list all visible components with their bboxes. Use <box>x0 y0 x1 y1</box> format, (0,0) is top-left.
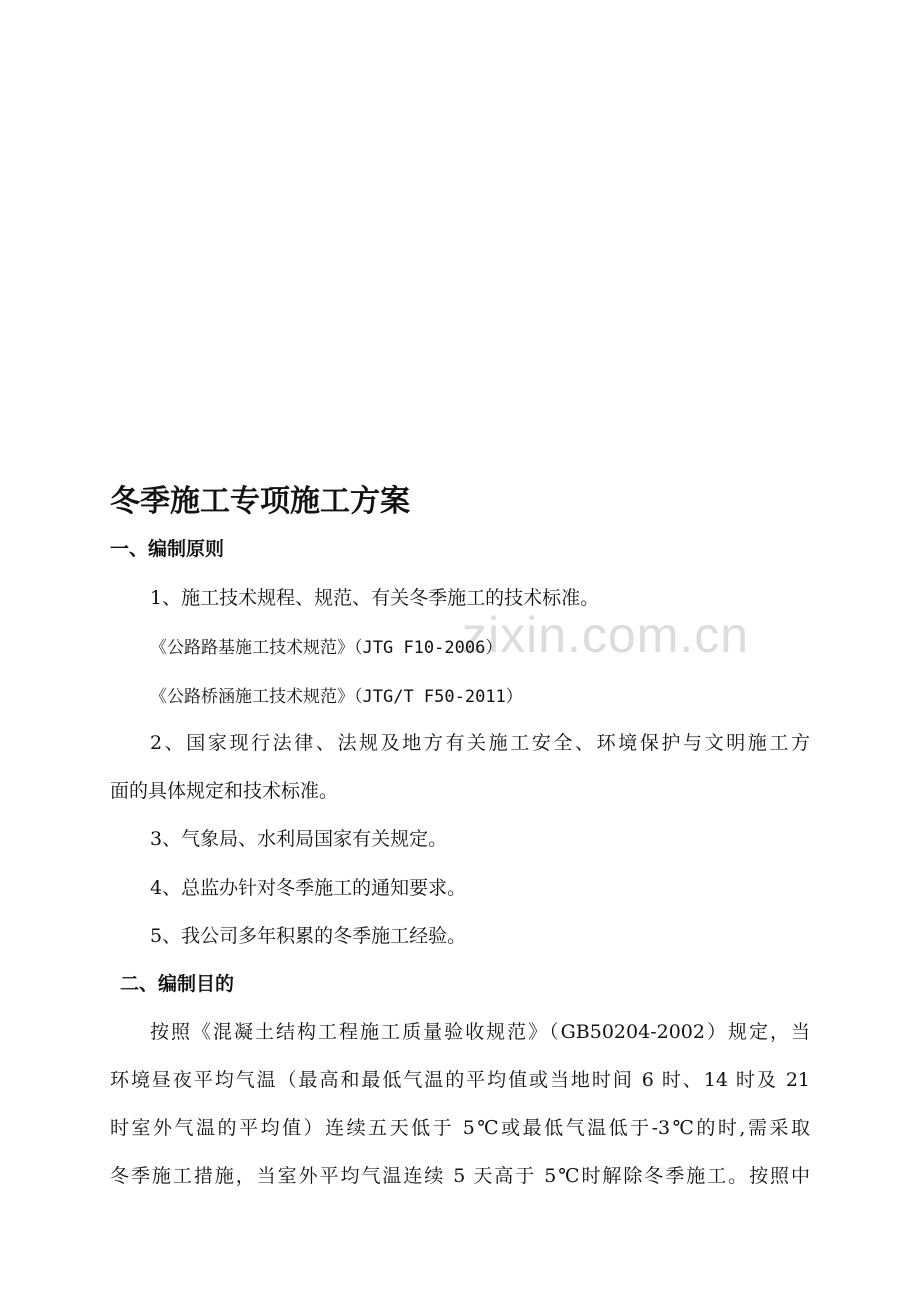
watermark: zixin.com.cn <box>462 607 750 663</box>
principle-item-3: 3、气象局、水利局国家有关规定。 <box>150 828 448 850</box>
purpose-paragraph-line-3: 时室外气温的平均值）连续五天低于 5℃或最低气温低于-3℃的时,需采取 <box>110 1117 810 1139</box>
principle-item-5: 5、我公司多年积累的冬季施工经验。 <box>150 925 467 947</box>
purpose-paragraph-line-2: 环境昼夜平均气温（最高和最低气温的平均值或当地时间 6 时、14 时及 21 <box>110 1069 810 1091</box>
reference-standard-2: 《公路桥涵施工技术规范》（JTG/T F50-2011） <box>150 687 523 707</box>
purpose-paragraph-line-1: 按照《混凝土结构工程施工质量验收规范》（GB50204-2002）规定，当 <box>150 1021 810 1043</box>
principle-item-1: 1、施工技术规程、规范、有关冬季施工的技术标准。 <box>150 587 600 609</box>
principle-item-2-line-1: 2、国家现行法律、法规及地方有关施工安全、环境保护与文明施工方 <box>150 732 810 754</box>
section-heading-purpose: 二、编制目的 <box>120 973 235 995</box>
section-heading-principles: 一、编制原则 <box>110 538 225 560</box>
principle-item-2-line-2: 面的具体规定和技术标准。 <box>110 780 339 802</box>
reference-standard-1: 《公路路基施工技术规范》（JTG F10-2006） <box>150 638 503 658</box>
page-title: 冬季施工专项施工方案 <box>110 484 410 519</box>
principle-item-4: 4、总监办针对冬季施工的通知要求。 <box>150 877 467 899</box>
purpose-paragraph-line-4: 冬季施工措施，当室外平均气温连续 5 天高于 5℃时解除冬季施工。按照中 <box>110 1165 810 1187</box>
